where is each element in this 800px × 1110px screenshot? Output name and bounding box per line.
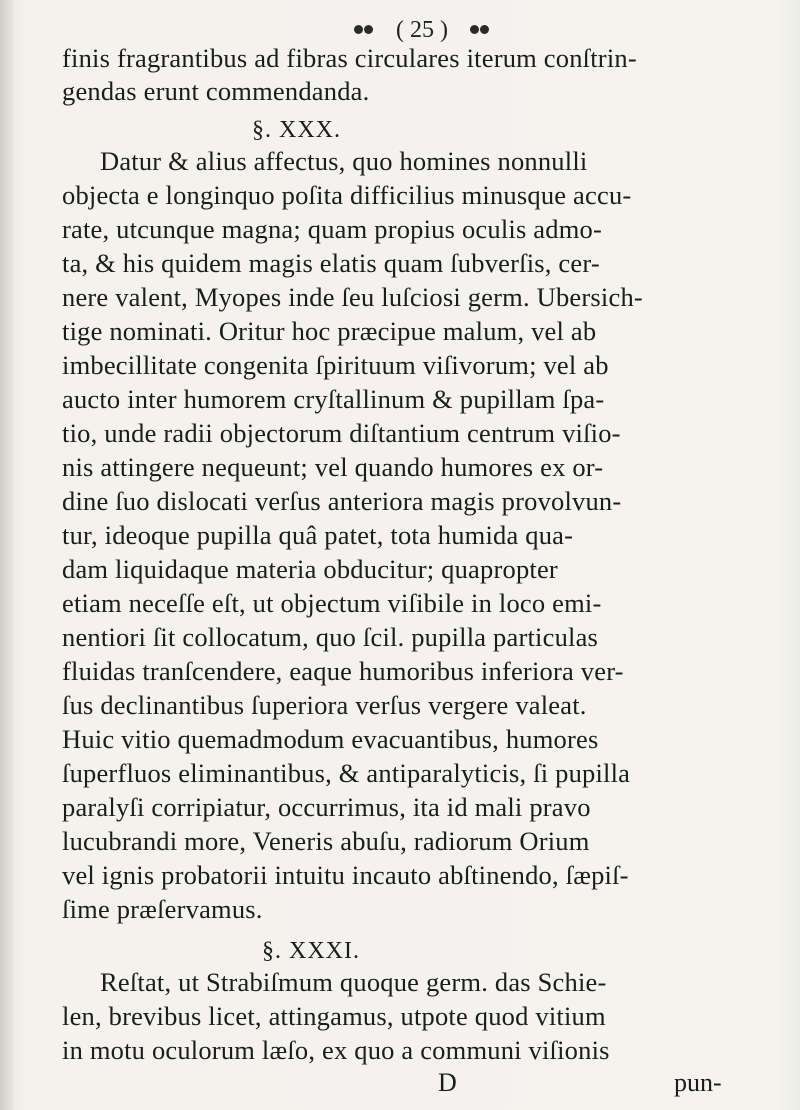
text-line: Reſtat, ut Strabiſmum quoque germ. das Schie- [100,967,607,997]
text-line: ſus declinantibus ſuperiora verſus vergere valeat. [62,690,587,720]
text-line: tur, ideoque pupilla quâ patet, tota humida qua- [62,520,574,550]
text-line: nere valent, Myopes inde ſeu luſciosi germ. Ubersich- [62,282,643,312]
signature-mark: D [438,1068,457,1097]
text-line: etiam neceſſe eſt, ut objectum viſibile in loco emi- [62,588,602,618]
text-line: gendas erunt commendanda. [62,76,370,106]
text-line: paralyſi corripiatur, occurrimus, ita id mali pravo [62,792,591,822]
text-line: imbecillitate congenita ſpirituum viſivorum; vel ab [62,350,609,380]
text-line: rate, utcunque magna; quam propius oculis admo- [62,214,602,244]
left-ornament-icon [352,21,376,39]
section-heading-xxx: §. XXX. [252,117,341,143]
right-ornament-icon [468,21,492,39]
text-line: objecta e longinquo poſita difficilius minusque accu- [62,180,632,210]
text-line: dam liquidaque materia obducitur; quapropter [62,554,558,584]
text-line: tio, unde radii objectorum diſtantium centrum viſio- [62,418,621,448]
section-heading-xxxi: §. XXXI. [262,938,360,964]
text-line: fluidas tranſcendere, eaque humoribus inferiora ver- [62,656,624,686]
catchword: pun- [674,1068,722,1097]
text-line: dine ſuo dislocati verſus anteriora magis provolvun- [62,486,622,516]
text-line: nentiori ſit collocatum, quo ſcil. pupilla particulas [62,622,599,652]
text-line: tige nominati. Oritur hoc præcipue malum, vel ab [62,316,597,346]
text-line: Datur & alius affectus, quo homines nonnulli [100,146,588,176]
text-line: ſuperfluos eliminantibus, & antiparalyticis, ſi pupilla [62,758,631,788]
text-line: in motu oculorum læſo, ex quo a communi viſionis [62,1035,610,1065]
text-line: aucto inter humorem cryſtallinum & pupillam ſpa- [62,384,605,414]
binding-edge [0,0,14,1110]
text-line: len, brevibus licet, attingamus, utpote quod vitium [62,1001,606,1031]
text-line: finis fragrantibus ad fibras circulares iterum conſtrin- [62,43,637,73]
text-line: ſime præſervamus. [62,894,263,924]
text-line: vel ignis probatorii intuitu incauto abſtinendo, ſæpiſ- [62,860,629,890]
text-line: Huic vitio quemadmodum evacuantibus, humores [62,724,599,754]
text-line: lucubrandi more, Veneris abuſu, radiorum Orium [62,826,590,856]
page-number: ( 25 ) [396,16,448,43]
text-line: nis attingere nequeunt; vel quando humores ex or- [62,452,604,482]
text-line: ta, & his quidem magis elatis quam ſubverſis, cer- [62,248,600,278]
